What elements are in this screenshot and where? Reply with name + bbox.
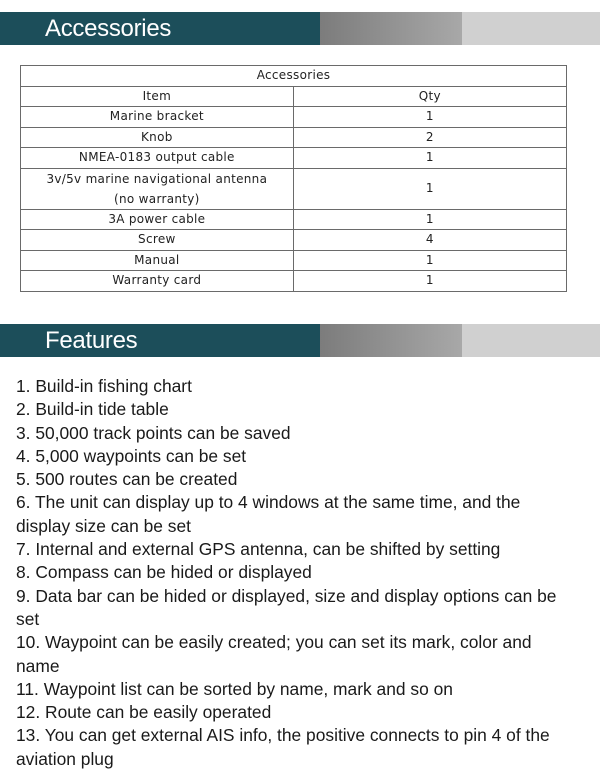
list-item: 4. 5,000 waypoints can be set: [16, 445, 247, 466]
list-item: 10. Waypoint can be easily created; you can set its mark, color and name: [16, 632, 532, 676]
table-row: [21, 209, 567, 230]
list-item: 13. You can get external AIS info, the positive connects to pin 4 of the aviation plug: [16, 725, 550, 769]
list-item: 11. Waypoint list can be sorted by name, mark and so on: [16, 678, 453, 699]
table-header-row: [21, 86, 567, 107]
table-row: [21, 271, 567, 292]
banner-main-segment: [0, 12, 320, 45]
item-cell: Screw: [21, 230, 294, 251]
list-item: 5. 500 routes can be created: [16, 469, 238, 490]
qty-cell: 4: [293, 230, 566, 251]
table-row: [21, 148, 567, 169]
features-list: [16, 375, 576, 771]
accessories-table: [20, 65, 567, 292]
features-header-banner: [0, 324, 600, 357]
item-cell: NMEA-0183 output cable: [21, 148, 294, 169]
list-item: 12. Route can be easily operated: [16, 702, 272, 723]
banner-main-segment: [0, 324, 320, 357]
table-caption: Accessories: [21, 66, 567, 87]
list-item: 6. The unit can display up to 4 windows at the same time, and the display size can be set: [16, 492, 521, 536]
item-cell-line-1: 3v/5v marine navigational antenna: [46, 171, 268, 186]
banner-light-segment: [462, 12, 600, 45]
banner-mid-segment: [320, 12, 462, 45]
features-section-title: Features: [45, 327, 138, 354]
list-item: 8. Compass can be hided or displayed: [16, 562, 312, 583]
list-item: 1. Build-in fishing chart: [16, 376, 192, 396]
list-item: 9. Data bar can be hided or displayed, size and display options can be set: [16, 585, 557, 629]
qty-cell: 2: [293, 127, 566, 148]
qty-cell: 1: [293, 148, 566, 169]
qty-cell: 1: [293, 271, 566, 292]
item-cell: 3A power cable: [21, 209, 294, 230]
list-item: 7. Internal and external GPS antenna, can be shifted by setting: [16, 539, 501, 560]
table-row: [21, 168, 567, 209]
table-row: [21, 127, 567, 148]
item-cell: Marine bracket: [21, 107, 294, 128]
qty-cell: 1: [293, 168, 566, 209]
qty-cell: 1: [293, 107, 566, 128]
item-cell: Manual: [21, 250, 294, 271]
item-cell: [21, 168, 294, 209]
column-header-qty: Qty: [293, 86, 566, 107]
qty-cell: 1: [293, 209, 566, 230]
list-item: 3. 50,000 track points can be saved: [16, 422, 291, 443]
column-header-item: Item: [21, 86, 294, 107]
banner-light-segment: [462, 324, 600, 357]
item-cell: Warranty card: [21, 271, 294, 292]
table-caption-row: [21, 66, 567, 87]
table-row: [21, 250, 567, 271]
banner-mid-segment: [320, 324, 462, 357]
accessories-header-banner: [0, 12, 600, 45]
table-row: [21, 230, 567, 251]
table-row: [21, 107, 567, 128]
list-item: 2. Build-in tide table: [16, 399, 169, 420]
item-cell: Knob: [21, 127, 294, 148]
qty-cell: 1: [293, 250, 566, 271]
item-cell-line-2: (no warranty): [114, 191, 200, 206]
accessories-section-title: Accessories: [45, 15, 172, 42]
